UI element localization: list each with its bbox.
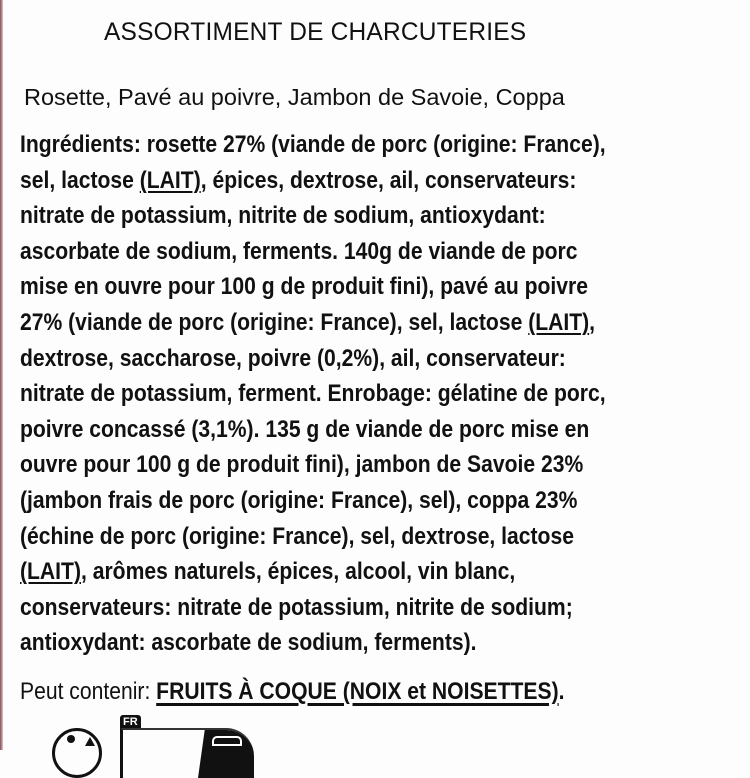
- ingredients-text: nitrate de potassium, ferment. Enrobage: gélatine de porc,: [20, 380, 606, 408]
- product-title: ASSORTIMENT DE CHARCUTERIES: [104, 18, 527, 46]
- ingredients-line: [20, 554, 675, 590]
- sorting-frame: [120, 728, 254, 778]
- person-glyph: [67, 735, 75, 743]
- may-contain-end: .: [558, 678, 565, 705]
- ingredients-text: (jambon frais de porc (origine: France), sel), coppa 23%: [20, 486, 578, 514]
- packaging-panel: [184, 728, 254, 778]
- ingredients-text: conservateurs: nitrate de potassium, nitrite de sodium;: [20, 593, 573, 621]
- country-tag: FR: [120, 715, 141, 729]
- allergen-highlight: (LAIT): [139, 166, 201, 194]
- ingredients-text: , épices, dextrose, ail, conservateurs:: [200, 166, 577, 194]
- ingredients-line: [20, 234, 675, 270]
- ingredients-line: [20, 163, 675, 199]
- ingredients-text: sel, lactose: [20, 166, 140, 194]
- ingredients-text: ascorbate de sodium, ferments. 140g de viande de porc: [20, 237, 578, 265]
- packaging-icon: [212, 736, 242, 746]
- product-list: Rosette, Pavé au poivre, Jambon de Savoie, Coppa: [24, 84, 565, 110]
- ingredients-text: nitrate de potassium, nitrite de sodium, antioxydant:: [20, 202, 546, 230]
- ingredients-text: mise en ouvre pour 100 g de produit fini), pavé au poivre: [20, 273, 588, 301]
- ingredients-line: [20, 198, 675, 234]
- ingredients-line: [20, 341, 675, 377]
- ingredients-list: [20, 127, 675, 661]
- sorting-info-box: [120, 715, 256, 775]
- triman-icon: [52, 728, 102, 778]
- may-contain-label: Peut contenir:: [20, 678, 157, 705]
- ingredients-line: [20, 305, 675, 341]
- ingredients-line: [20, 412, 675, 448]
- ingredients-line: [20, 519, 675, 555]
- ingredients-text: 27% (viande de porc (origine: France), sel, lactose: [20, 308, 529, 336]
- may-contain-statement: [20, 678, 565, 706]
- ingredients-text: antioxydant: ascorbate de sodium, ferments).: [20, 629, 477, 657]
- allergen-highlight: (LAIT): [528, 308, 590, 336]
- may-contain-allergens: FRUITS À COQUE (NOIX et NOISETTES): [156, 678, 559, 705]
- ingredients-line: [20, 590, 675, 626]
- ingredients-line: [20, 483, 675, 519]
- ingredients-line: [20, 127, 675, 163]
- allergen-highlight: (LAIT): [20, 558, 81, 586]
- ingredients-line: [20, 269, 675, 305]
- ingredients-text: poivre concassé (3,1%). 135 g de viande de porc mise en: [20, 415, 590, 443]
- ingredients-line: [20, 376, 675, 412]
- ingredients-text: dextrose, saccharose, poivre (0,2%), ail, conservateur:: [20, 344, 566, 372]
- ingredients-text: ,: [589, 308, 596, 336]
- arrow-glyph: [85, 737, 95, 746]
- ingredients-line: [20, 447, 675, 483]
- ingredients-text: Ingrédients: rosette 27% (viande de porc (origine: France),: [20, 131, 606, 158]
- ingredients-text: , arômes naturels, épices, alcool, vin blanc,: [80, 558, 516, 586]
- ingredients-text: ouvre pour 100 g de produit fini), jambon de Savoie 23%: [20, 451, 584, 479]
- ingredients-line: [20, 625, 675, 661]
- ingredients-text: (échine de porc (origine: France), sel, dextrose, lactose: [20, 522, 574, 550]
